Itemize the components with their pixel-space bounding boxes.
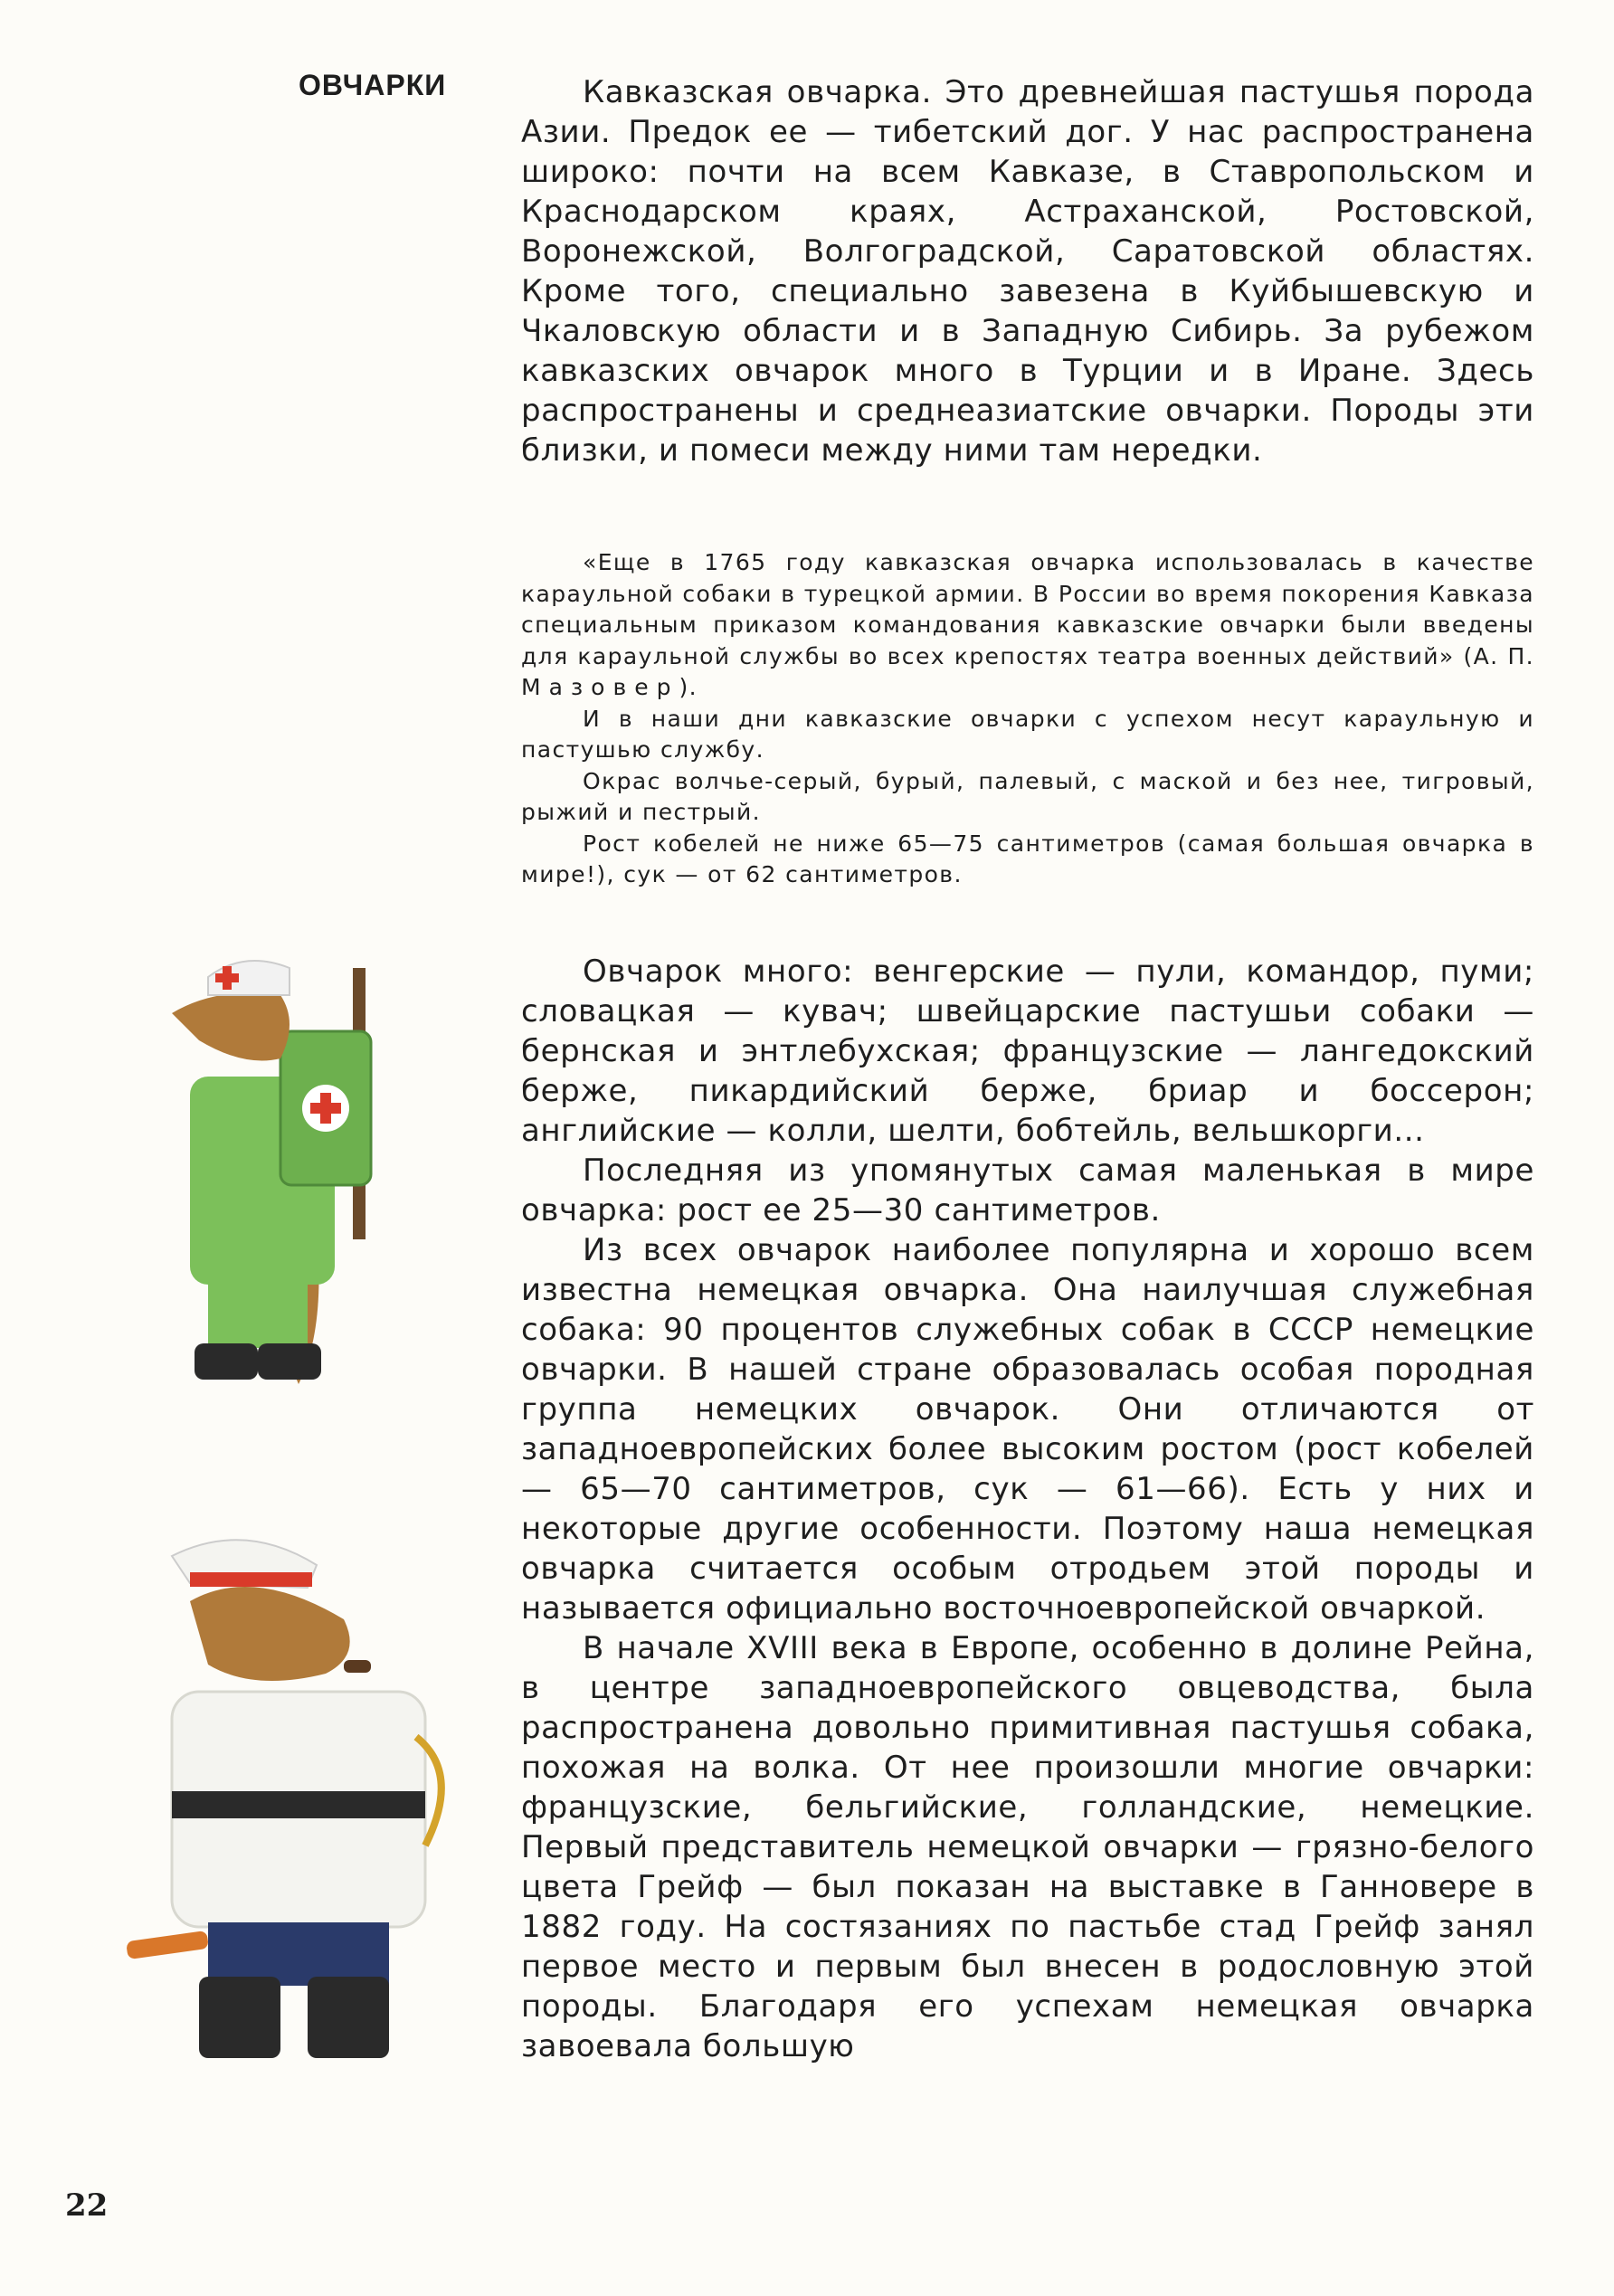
quote-block bbox=[521, 547, 1534, 891]
quote-paragraph-2: И в наши дни кавказские овчарки с успехом несут караульную и пастушью службу. bbox=[521, 705, 1534, 763]
intro-text bbox=[521, 72, 1534, 470]
officer-dog-illustration bbox=[118, 1502, 507, 2081]
left-boot bbox=[199, 1977, 280, 2058]
quote-paragraph: «Еще в 1765 году кавказская овчарка использовалась в качестве караульной собаки в турецкой армии. В России во время покорения Кавказа специальным приказом командования кавказские овчарки были введены для караульной службы во всех крепостях театра военных действий» (А. П. Мазовер). bbox=[521, 549, 1534, 700]
main-paragraph-2: Последняя из упомянутых самая маленькая в мире овчарка: рост ее 25—30 сантиметров. bbox=[521, 1153, 1534, 1229]
section-heading: ОВЧАРКИ bbox=[299, 69, 447, 101]
cap-band bbox=[190, 1572, 312, 1587]
quote-paragraph-3: Окрас волчье-серый, бурый, палевый, с маской и без нее, тигровый, рыжий и пестрый. bbox=[521, 767, 1534, 825]
main-paragraph-3: Из всех овчарок наиболее популярна и хорошо всем известна немецкая овчарка. Она наилучшая служебная собака: 90 процентов служебных собак в СССР немецкие овчарки. В нашей стране образовалась особая породная группа немецких овчарок. Они отличаются от западноевропейских более высоким ростом (рост кобелей — 65—70 сантиметров, сук — 61—66). Есть у них и некоторые другие особенности. Поэтому наша немецкая овчарка считается особым отродьем этой породы и называется официально восточноевропейской овчаркой. bbox=[521, 1232, 1534, 1627]
main-paragraph-1: Овчарок много: венгерские — пули, командор, пуми; словацкая — кувач; швейцарские пастушьи собаки — бернская и энтлебухская; французские — лангедокский берже, пикардийский берже, бриар и боссерон; английские — колли, шелти, бобтейль, вельшкорги... bbox=[521, 954, 1534, 1149]
main-paragraph-4: В начале XVIII века в Европе, особенно в долине Рейна, в центре западноевропейского овцеводства, была распространена довольно примитивная пастушья собака, похожая на волка. От нее произошли многие овчарки: французские, бельгийские, голландские, немецкие. Первый представитель немецкой овчарки — грязно-белого цвета Грейф — был показан на выставке в Ганновере в 1882 году. На состязаниях по пастьбе стад Грейф занял первое место и первым был внесен в родословную этой породы. Благодаря его успехам немецкая овчарка завоевала большую bbox=[521, 1630, 1534, 2064]
dog-head bbox=[172, 993, 290, 1061]
intro-paragraph: Кавказская овчарка. Это древнейшая пастушья порода Азии. Предок ее — тибетский дог. У нас распространена широко: почти на всем Кавказе, в Ставропольском и Краснодарском краях, Астраханской, Ростовской, Воронежской, Волгоградской, Саратовской областях. Кроме того, специально завезена в Куйбышевскую и Чкаловскую области и в Западную Сибирь. За рубежом кавказских овчарок много в Турции и в Иране. Здесь распространены и среднеазиатские овчарки. Породы эти близки, и помеси между ними там нередки. bbox=[521, 74, 1534, 469]
quote-author: Мазовер bbox=[521, 674, 679, 700]
scabbard bbox=[126, 1931, 209, 1959]
right-boot bbox=[308, 1977, 389, 2058]
page-number: 22 bbox=[65, 2187, 109, 2224]
dog-head bbox=[190, 1587, 350, 1681]
main-text bbox=[521, 952, 1534, 2066]
quote-paragraph-4: Рост кобелей не ниже 65—75 сантиметров (самая большая овчарка в мире!), сук — от 62 сантиметров. bbox=[521, 830, 1534, 887]
left-boot bbox=[195, 1343, 258, 1380]
trousers bbox=[208, 1922, 389, 1986]
pipe bbox=[344, 1660, 371, 1673]
green-trousers bbox=[208, 1276, 308, 1348]
medic-dog-illustration bbox=[145, 932, 443, 1438]
belt bbox=[172, 1791, 425, 1818]
right-boot bbox=[258, 1343, 321, 1380]
